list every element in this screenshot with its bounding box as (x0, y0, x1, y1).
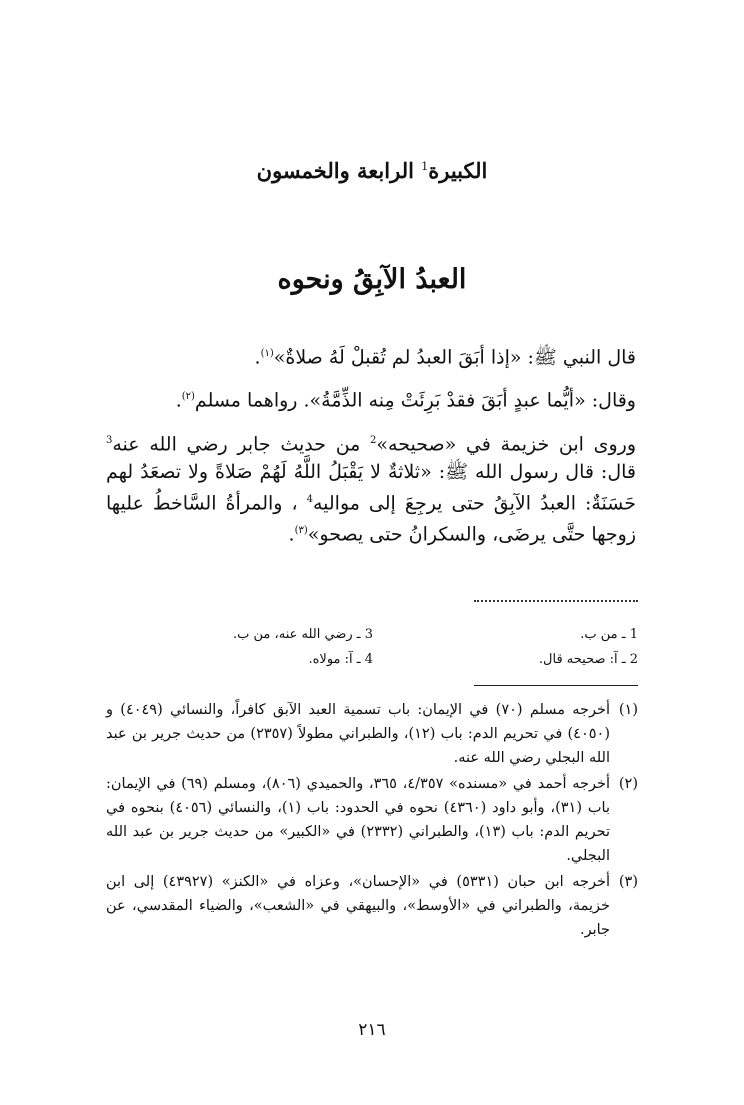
footnote-1 (106, 698, 638, 770)
text-note: 3 ـ رضي الله عنه، من ب. (233, 627, 373, 642)
footnote-text: أخرجه مسلم (٧٠) في الإيمان: باب تسمية العبد الآبق كافراً، والنسائي (٤٠٤٩) و (٤٠٥٠) في تحريم الدم: باب (١٢)، والطبراني مطولاً (٢٣٥٧) من حديث جرير بن عبد الله البجلي رضي الله عنه. (106, 702, 610, 766)
hadith-2-text: وقال: «أيُّما عبدٍ أبَقَ فقدْ بَرِئَتْ مِنه الذِّمَّةُ». رواهما مسلم (194, 389, 636, 412)
hadith-3-text: قال: قال رسول الله ﷺ: «ثلاثةٌ لا يَقْبَلُ اللَّهُ لَهُمْ صَلاةً ولا تصعَدُ لهم حَسَنَةٌ: العبدُ الآبِقُ حتى يرجِعَ إلى مواليه (106, 460, 636, 515)
text-note: 4 ـ آ: مولاه. (308, 652, 373, 667)
footnote-number: (٢) (618, 776, 638, 792)
hadith-3-end: . (288, 523, 295, 546)
hadith-3-text: من حديث جابر رضي الله عنه (112, 432, 371, 455)
chapter-title-rest: الرابعة والخمسون (256, 158, 422, 183)
footnote-3 (106, 870, 638, 942)
text-note-ref: 3 (106, 434, 113, 446)
text-note-ref: 4 (306, 493, 313, 505)
main-text (106, 340, 636, 549)
text-note: 1 ـ من ب. (580, 627, 638, 642)
hadith-3-text: ، والمرأةُ السَّاخطُ عليها زوجها حتَّى يرضَى، والسكرانُ حتى يصحو» (106, 492, 636, 546)
footnote-number: (٣) (618, 874, 638, 890)
chapter-title-note-ref: 1 (421, 160, 429, 173)
hadith-paragraph-3 (106, 427, 636, 549)
footnote-text: أخرجه ابن حبان (٥٣٣١) في «الإحسان»، وعزاه في «الكنز» (٤٣٩٢٧) إلى ابن خزيمة، والطبراني في «الأوسط»، والبيهقي في «الشعب»، والضياء المقدسي، عن جابر. (106, 874, 610, 938)
footnote-ref: (١) (260, 348, 274, 359)
text-note: 2 ـ آ: صحيحه قال. (538, 652, 638, 667)
page-number: ٢١٦ (358, 1020, 386, 1040)
hadith-2-end: . (175, 389, 182, 412)
hadith-3-text: وروى ابن خزيمة في «صحيحه» (376, 432, 636, 455)
text-notes (108, 622, 638, 672)
text-notes-row (108, 622, 638, 647)
hadith-1-end: . (254, 346, 261, 369)
hadith-1-text: قال النبي ﷺ: «إذا أبَقَ العبدُ لم تُقبلْ لَهُ صلاةٌ» (273, 346, 636, 369)
text-note-ref: 2 (370, 434, 377, 446)
footnote-divider (474, 685, 638, 686)
text-notes-row (108, 647, 638, 672)
footnote-number: (١) (618, 702, 638, 718)
hadith-paragraph-2 (106, 383, 636, 414)
chapter-title (0, 158, 744, 183)
hadith-paragraph-1 (106, 340, 636, 371)
footnote-2 (106, 772, 638, 868)
footnotes (106, 698, 638, 944)
chapter-title-word: الكبيرة (428, 158, 488, 183)
section-title: العبدُ الآبِقُ ونحوه (277, 264, 467, 295)
footnote-ref: (٢) (181, 391, 195, 403)
footnote-text: أخرجه أحمد في «مسنده» ٤/٣٥٧، ٣٦٥، والحميدي (٨٠٦)، ومسلم (٦٩) في الإيمان: باب (٣١)، وأبو داود (٤٣٦٠) نحوه في الحدود: باب (١)، والنسائي (٤٠٥٦) بنحوه في تحريم الدم: باب (١٣)، والطبراني (٢٣٣٢) في «الكبير» من حديث جرير بن عبد الله البجلي. (106, 776, 611, 864)
dotted-divider (474, 600, 638, 602)
footnote-ref: (٣) (294, 525, 308, 537)
